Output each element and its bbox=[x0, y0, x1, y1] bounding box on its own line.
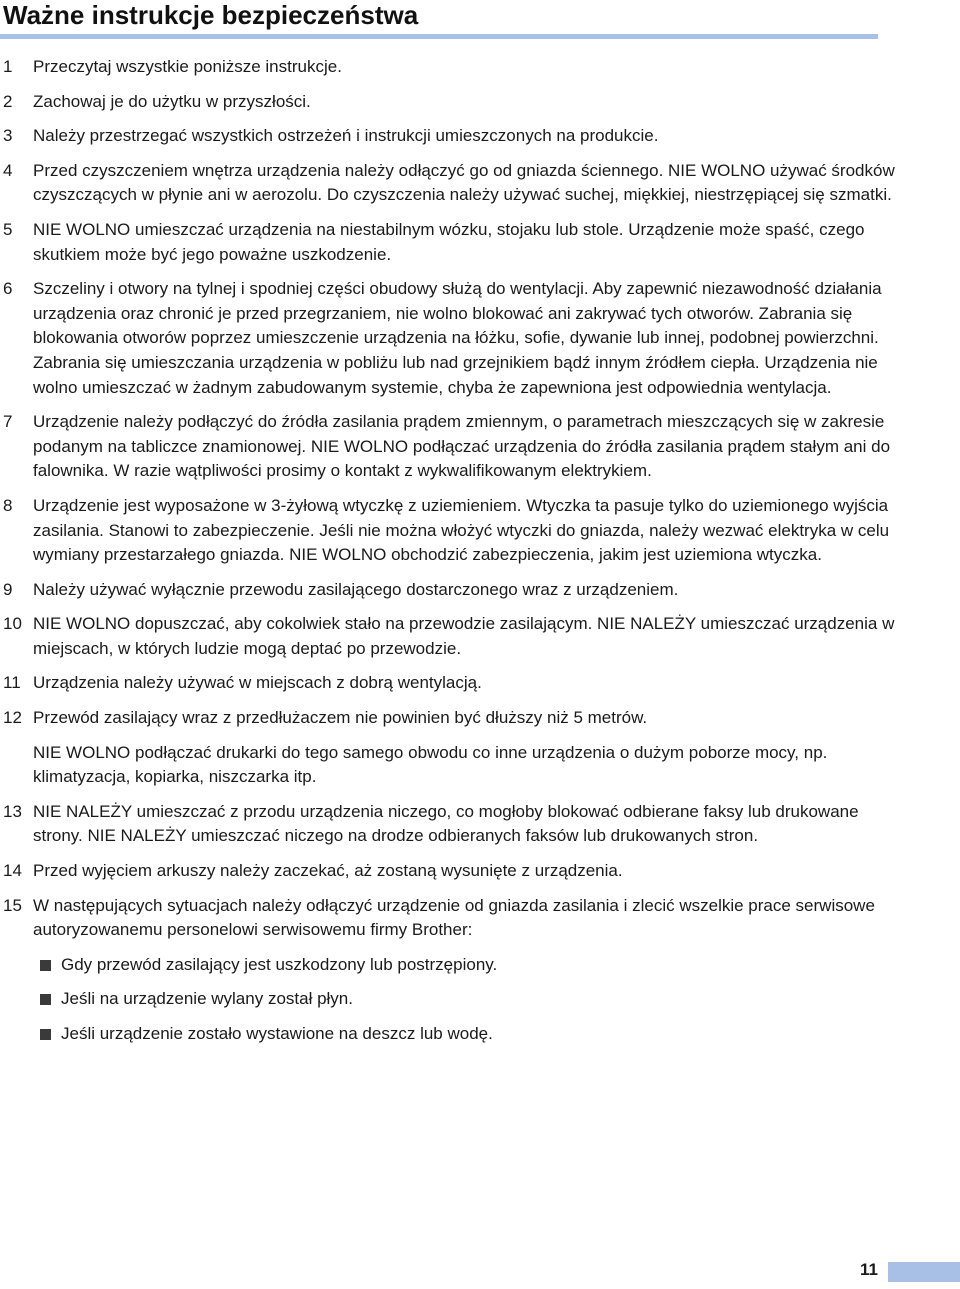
item-number: 11 bbox=[3, 673, 21, 693]
item-number: 13 bbox=[3, 801, 22, 821]
item-text: Przed czyszczeniem wnętrza urządzenia należy odłączyć go od gniazda ściennego. NIE WOLNO używać środków czyszczących w płynie ani w aerozolu. Do czyszczenia należy używać suchej, miękkiej, niestrzępiącej się szmatki. bbox=[33, 160, 895, 205]
list-item bbox=[0, 859, 900, 884]
item-text: Urządzenia należy używać w miejscach z dobrą wentylacją. bbox=[33, 673, 482, 693]
item-text: W następujących sytuacjach należy odłączyć urządzenie od gniazda zasilania i zlecić wszelkie prace serwisowe autoryzowanemu personelowi serwisowemu firmy Brother: bbox=[33, 895, 875, 940]
list-item bbox=[0, 894, 900, 943]
item-text: Przewód zasilający wraz z przedłużaczem nie powinien być dłuższy niż 5 metrów. bbox=[33, 708, 648, 728]
square-bullet-icon bbox=[40, 960, 51, 971]
item-12-note: NIE WOLNO podłączać drukarki do tego samego obwodu co inne urządzenia o dużym poborze mocy, np. klimatyzacja, kopiarka, niszczarka itp. bbox=[33, 742, 828, 787]
item-number: 2 bbox=[3, 91, 13, 111]
item-number: 5 bbox=[3, 219, 13, 239]
item-text: Należy przestrzegać wszystkich ostrzeżeń i instrukcji umieszczonych na produkcie. bbox=[33, 126, 659, 146]
item-text: Szczeliny i otwory na tylnej i spodniej części obudowy służą do wentylacji. Aby zapewnić niezawodność działania urządzenia oraz chronić je przed przegrzaniem, nie wolno blokować ani zakrywać tych otworów. Zabrania się blokowania otworów poprzez umieszczenie urządzenia na łóżku, sofie, dywanie lub innej, podobnej powierzchni. Zabrania się umieszczania urządzenia w pobliżu lub nad grzejnikiem bądź innym źródłem ciepła. Urządzenia nie wolno umieszczać w żadnym zabudowanym systemie, chyba że zapewniona jest odpowiednia wentylacja. bbox=[33, 279, 882, 397]
item-text: NIE NALEŻY umieszczać z przodu urządzenia niczego, co mogłoby blokować odbierane faksy lub drukowane strony. NIE NALEŻY umieszczać niczego na drodze odbieranych faksów lub drukowanych stron. bbox=[33, 801, 859, 846]
list-item bbox=[0, 612, 900, 661]
instruction-list bbox=[0, 55, 900, 1057]
item-text: Urządzenie należy podłączyć do źródła zasilania prądem zmiennym, o parametrach mieszczących się w zakresie podanym na tabliczce znamionowej. NIE WOLNO podłączać urządzenia do źródła zasilania prądem stałym ani do falownika. W razie wątpliwości prosimy o kontakt z wykwalifikowanym elektrykiem. bbox=[33, 412, 891, 481]
item-text: Przed wyjęciem arkuszy należy zaczekać, aż zostaną wysunięte z urządzenia. bbox=[33, 861, 623, 881]
bullet-item bbox=[0, 987, 900, 1012]
item-number: 15 bbox=[3, 895, 22, 915]
bullet-list bbox=[0, 953, 900, 1047]
bullet-text: Gdy przewód zasilający jest uszkodzony lub postrzępiony. bbox=[61, 954, 498, 974]
list-item bbox=[0, 55, 900, 80]
item-number: 7 bbox=[3, 412, 13, 432]
list-item bbox=[0, 800, 900, 849]
item-text: NIE WOLNO dopuszczać, aby cokolwiek stało na przewodzie zasilającym. NIE NALEŻY umieszczać urządzenia w miejscach, w których ludzie mogą deptać po przewodzie. bbox=[33, 614, 895, 658]
page-title: Ważne instrukcje bezpieczeństwa bbox=[3, 0, 419, 30]
list-item bbox=[0, 124, 900, 149]
item-text: Urządzenie jest wyposażone w 3-żyłową wtyczkę z uziemieniem. Wtyczka ta pasuje tylko do uziemionego wyjścia zasilania. Stanowi to zabezpieczenie. Jeśli nie można włożyć wtyczki do gniazda, należy wezwać elektryka w celu wymiany przestarzałego gniazda. NIE WOLNO obchodzić zabezpieczenia, jakim jest uziemiona wtyczka. bbox=[33, 495, 890, 565]
list-item bbox=[0, 494, 900, 568]
bullet-text: Jeśli na urządzenie wylany został płyn. bbox=[61, 989, 353, 1009]
list-item bbox=[0, 706, 900, 731]
item-number: 10 bbox=[3, 614, 22, 634]
title-underline bbox=[0, 34, 878, 39]
bullet-item bbox=[0, 953, 900, 978]
item-number: 3 bbox=[3, 126, 13, 146]
list-item bbox=[0, 90, 900, 115]
item-text: Zachowaj je do użytku w przyszłości. bbox=[33, 91, 311, 111]
bullet-text: Jeśli urządzenie zostało wystawione na deszcz lub wodę. bbox=[61, 1024, 493, 1043]
page-tab-marker bbox=[888, 1262, 960, 1282]
item-number: 9 bbox=[3, 579, 13, 599]
square-bullet-icon bbox=[40, 994, 51, 1005]
list-item bbox=[0, 218, 900, 267]
item-number: 6 bbox=[3, 279, 13, 299]
item-number: 1 bbox=[3, 57, 13, 76]
page-number: 11 bbox=[860, 1260, 878, 1279]
bullet-item bbox=[0, 1022, 900, 1047]
item-number: 8 bbox=[3, 495, 13, 515]
list-item bbox=[0, 410, 900, 484]
item-text: NIE WOLNO umieszczać urządzenia na niestabilnym wózku, stojaku lub stole. Urządzenie może spaść, czego skutkiem może być jego poważne uszkodzenie. bbox=[33, 219, 865, 264]
item-text: Przeczytaj wszystkie poniższe instrukcje. bbox=[33, 57, 342, 76]
list-item bbox=[0, 159, 900, 208]
item-number: 12 bbox=[3, 708, 22, 728]
square-bullet-icon bbox=[40, 1029, 51, 1040]
item-number: 14 bbox=[3, 861, 22, 881]
list-item bbox=[0, 578, 900, 603]
list-item bbox=[0, 671, 900, 696]
list-item bbox=[0, 277, 900, 400]
item-number: 4 bbox=[3, 160, 13, 180]
item-text: Należy używać wyłącznie przewodu zasilającego dostarczonego wraz z urządzeniem. bbox=[33, 579, 679, 599]
